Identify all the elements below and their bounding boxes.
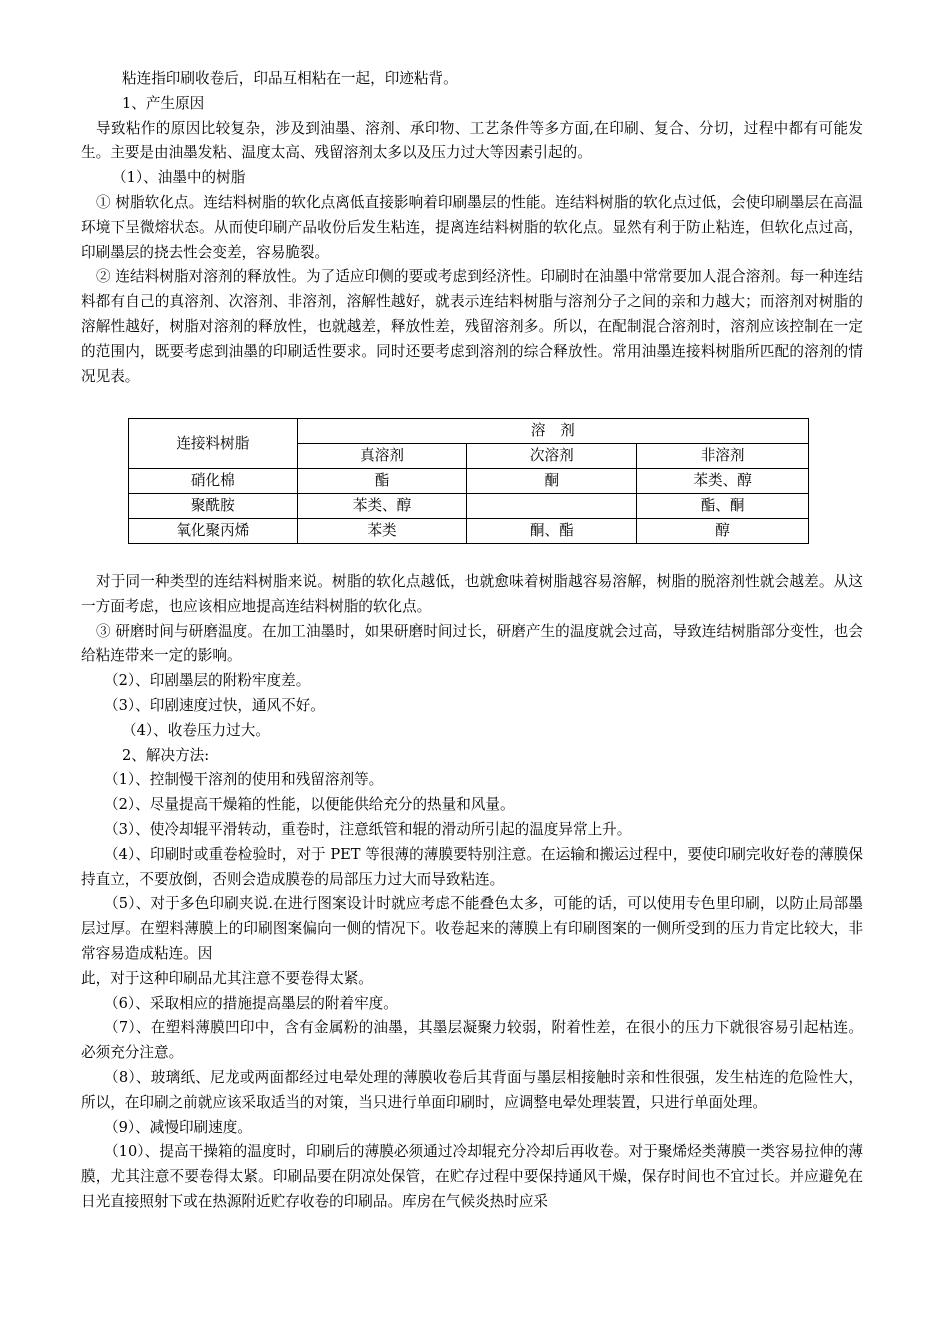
secondary-solvent-cell: 酮、酯 (467, 519, 637, 544)
heading-causes: 1、产生原因 (122, 94, 205, 112)
true-solvent-cell: 苯类 (297, 519, 467, 544)
solvent-header: 溶 剂 (297, 419, 808, 444)
solvent-release-paragraph: ② 连结料树脂对溶剂的释放性。为了适应印侧的要或考虑到经济性。印刷时在油墨中常常要加人混合溶剂。每一种连结料都有自己的真溶剂、次溶剂、非溶剂，溶解性越好，就表示连结料树脂与溶剂分子之间的亲和力越大；而溶剂对树脂的溶解性越好，树脂对溶剂的释放性，也就越差，释放性差，残留溶剂多。所以，在配制混合溶剂时，溶剂应该控制在一定的范围内，既要考虑到油墨的印刷适性要求。同时还要考虑到溶剂的综合释放性。常用油墨连接料树脂所匹配的溶剂的情况见表。 (81, 268, 863, 385)
heading-solutions: 2、解决方法: (122, 746, 210, 764)
solution-item-5: （5）、对于多色印刷夹说.在进行图案设计时就应考虑不能叠色太多，可能的话，可以使用专色里印刷，以防止局部墨层过厚。在塑料薄膜上的印刷图案偏向一侧的情况下。收卷起来的薄膜上有印刷图案的一侧所受到的压力肯定比较大，非常容易造成粘连。因 (81, 895, 863, 962)
solution-item-1: （1）、控制慢干溶剂的使用和残留溶剂等。 (104, 771, 384, 789)
solutions-section (81, 570, 863, 1215)
cause-item-2: （2）、印剧墨层的附粉牢度差。 (104, 672, 311, 690)
non-solvent-cell: 酯、酮 (637, 494, 809, 519)
resin-cell: 聚酰胺 (129, 494, 298, 519)
table-row (129, 469, 809, 494)
secondary-solvent-cell (467, 494, 637, 519)
solution-item-10: （10）、提高干操箱的温度时，印刷后的薄膜必须通过冷却辊充分冷却后再收卷。对于聚烯烃类薄膜一类容易拉伸的薄膜，尤其注意不要卷得太紧。印刷品要在阴凉处保管，在贮存过程中要保持通风干燥，保存时间也不宜过长。并应避免在日光直接照射下或在热源附近贮存收卷的印刷品。库房在气候炎热时应采 (81, 1143, 863, 1210)
secondary-solvent-header: 次溶剂 (467, 444, 637, 469)
cause-item-4: （4）、收卷压力过大。 (122, 721, 270, 739)
definition-paragraph: 粘连指印刷收卷后，印品互相粘在一起，印迹粘背。 (122, 70, 458, 87)
table-row (129, 519, 809, 544)
solution-item-9: （9）、减慢印刷速度。 (104, 1118, 252, 1136)
cause-item-3: （3）、印剧速度过快，通风不好。 (104, 696, 325, 714)
true-solvent-cell: 酯 (297, 469, 467, 494)
solution-item-6: （6）、采取相应的措施提高墨层的附着牢度。 (104, 994, 398, 1012)
grinding-paragraph: ③ 研磨时间与研磨温度。在加工油墨时，如果研磨时间过长，研磨产生的温度就会过高，导致连结树脂部分变性，也会给粘连带来一定的影响。 (81, 622, 863, 665)
secondary-solvent-cell: 酮 (467, 469, 637, 494)
resin-cell: 硝化棉 (129, 469, 298, 494)
solvent-table-container (128, 418, 809, 544)
solution-item-2: （2）、尽量提高干燥箱的性能，以便能供给充分的热量和风量。 (104, 796, 515, 814)
resin-cell: 氧化聚丙烯 (129, 519, 298, 544)
non-solvent-header: 非溶剂 (637, 444, 809, 469)
solution-item-8: （8）、玻璃纸、尼龙或两面都经过电晕处理的薄膜收卷后其背面与墨层相接触时亲和性很强，发生枯连的危险性大，所以，在印刷之前就应该采取适当的对策，当只进行单面印刷时，应调整电晕处理装置，只进行单面处理。 (81, 1068, 863, 1111)
causes-paragraph: 导致粘作的原因比较复杂，涉及到油墨、溶剂、承印物、工艺条件等多方面,在印刷、复合、分切，过程中都有可能发生。主要是由油墨发粘、温度太高、残留溶剂太多以及压力过大等因素引起的。 (81, 119, 863, 162)
softening-point-paragraph: ① 树脂软化点。连结料树脂的软化点离低直接影响着印刷墨层的性能。连结料树脂的软化点过低，会使印刷墨层在高温环境下呈微熔状态。从而使印刷产品收份后发生粘连，提离连结料树脂的软化点。显然有利于防止粘连，但软化点过高，印刷墨层的挠去性会变差，容易脆裂。 (81, 193, 863, 261)
resin-header: 连接料树脂 (129, 419, 298, 469)
table-row (129, 494, 809, 519)
non-solvent-cell: 醇 (637, 519, 809, 544)
softening-note-paragraph: 对于同一种类型的连结料树脂来说。树脂的软化点越低，也就愈味着树脂越容易溶解，树脂的脱溶剂性就会越差。从这一方面考虑，也应该相应地提高连结料树脂的软化点。 (81, 573, 863, 615)
solvent-table (128, 418, 809, 544)
true-solvent-cell: 苯类、醇 (297, 494, 467, 519)
solution-item-7: （7）、在塑料薄膜凹印中，含有金属粉的油墨，其墨层凝聚力较弱，附着性差，在很小的压力下就很容易引起枯连。必须充分注意。 (81, 1019, 863, 1062)
solution-item-4: （4）、印刷时或重卷检验时，对于 PET 等很薄的薄膜要特别注意。在运输和搬运过程中，要使印刷完收好卷的薄膜保持直立，不要放倒，否则会造成膜卷的局部压力过大而导致粘连。 (81, 845, 863, 888)
table-header-row (129, 419, 809, 444)
solution-item-3: （3）、使冷却辊平滑转动，重卷时，注意纸管和辊的滑动所引起的温度异常上升。 (104, 820, 632, 838)
true-solvent-header: 真溶剂 (297, 444, 467, 469)
heading-resin: （1）、油墨中的树脂 (112, 169, 246, 187)
intro-section (81, 67, 863, 389)
non-solvent-cell: 苯类、醇 (637, 469, 809, 494)
solution-item-5-continued: 此，对于这种印刷品尤其注意不要卷得太紧。 (81, 969, 373, 987)
